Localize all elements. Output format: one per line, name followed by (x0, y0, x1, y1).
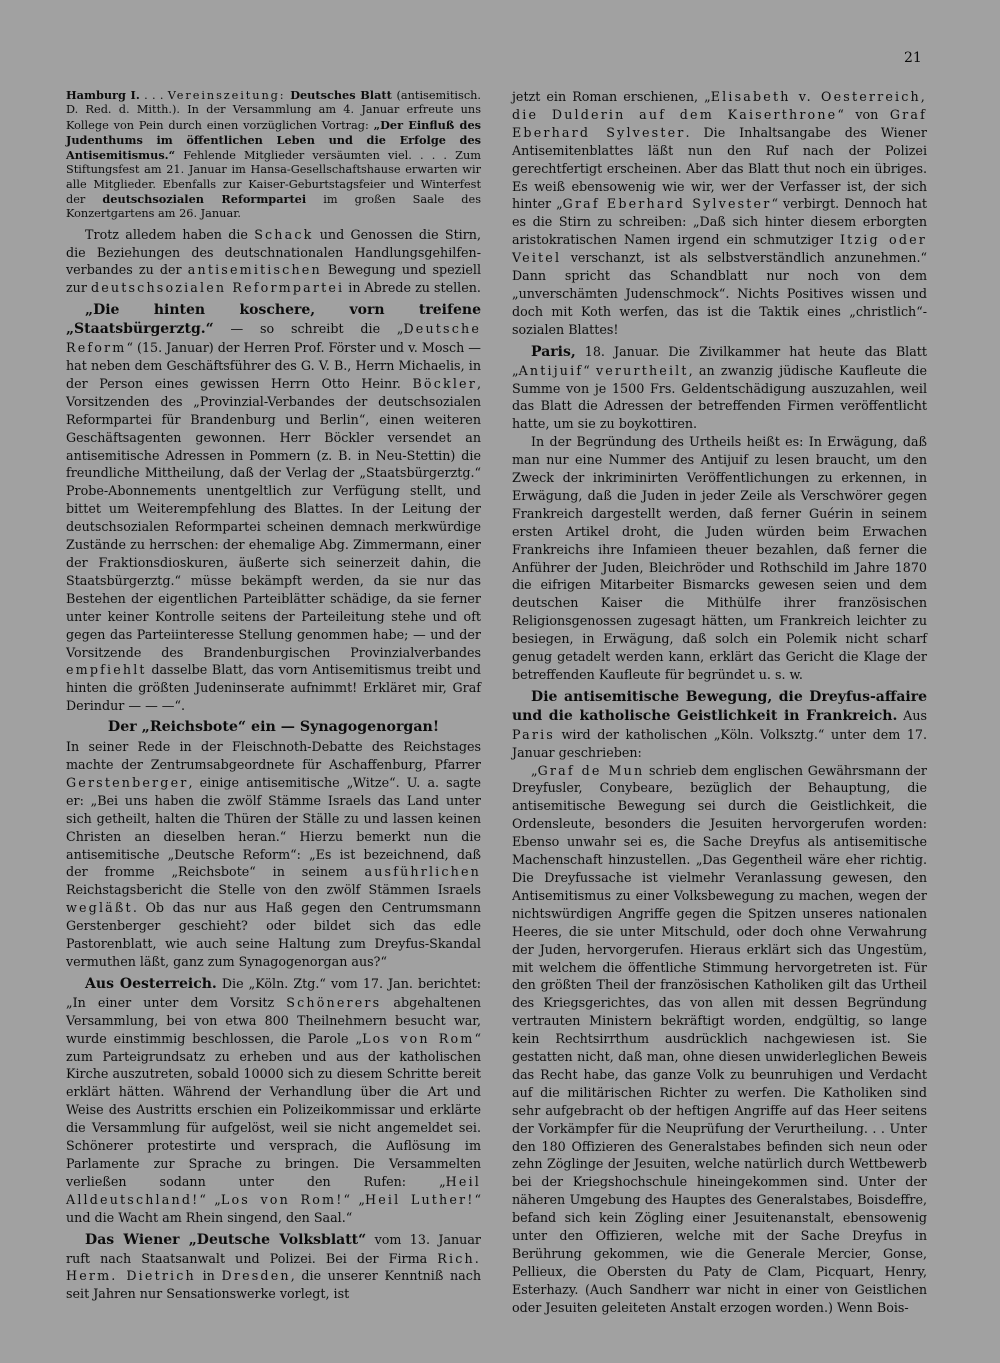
article-oesterreich: Aus Oesterreich. Die „Köln. Ztg.“ vom 17. Jan. berichtet: „In einer unter dem Vorsitz Schönerers abgehaltenen Versammlung, bei von etwa 800 Theilnehmern besucht war, wurde einstimmig beschlossen, die Parole „Los von Rom“ zum Parteigrundsatz zu erheben und aus der katholischen Kirche auszutreten, sobald 10000 sich zu diesem Schritte bereit erklärt hätten. Während der Verhandlung über die Art und Weise des Austritts erschien ein Polizeikommissar und erklärte die Versammlung für aufgelöst, weil sie nicht angemeldet sei. Schönerer protestirte und versprach, die Auflösung im Parlamente zur Sprache zu bringen. Die Versammelten verließen sodann unter den Rufen: „Heil Alldeutschland!“ „Los von Rom!“ „Heil Luther!“ und die Wacht am Rhein singend, den Saal.“ (66, 975, 482, 1225)
article-dreyfus: Die antisemitische Bewegung, die Dreyfus-affaire und die katholische Geistlichkeit in Frankreich. Aus Paris wird der katholischen „Köln. Volksztg.“ unter dem 17. Januar geschrieben: (512, 688, 927, 760)
article-continuation: jetzt ein Roman erschienen, „Elisabeth v. Oesterreich, die Dulderin auf dem Kaiserthrone“ von Graf Eberhard Sylvester. Die Inhaltsangabe des Wiener Antisemitenblattes läßt nun den Ruf nach der Polizei gerechtfertigt erscheinen. Aber das Blatt thut noch ein übriges. Es weiß ebensowenig wie wir, wer der Verfasser ist, der sich hinter „Graf Eberhard Sylvester“ verbirgt. Dennoch hat es die Stirn zu schreiben: „Daß sich hinter diesem erborgten aristokratischen Namen irgend ein schmutziger Itzig oder Veitel verschanzt, ist als selbstverständlich anzunehmen.“ Dann spricht das Schandblatt nur noch von dem „unverschämten Judenschmock“. Nichts Positives wissen und doch mit Koth werfen, das ist die Taktik eines „christlich“-sozialen Blattes! (512, 89, 928, 337)
article-trotz: Trotz alledem haben die Schack und Genossen die Stirn, die Beziehungen des deutschnationalen Handlungsgehilfen-verbandes zu der antisemitischen Bewegung und speziell zur deutschsozialen Reformpartei in Abrede zu stellen. (66, 226, 482, 296)
article-paris: Paris, 18. Januar. Die Zivilkammer hat heute das Blatt „Antijuif“ verurtheilt, an zwanzig jüdische Kaufleute die Summe von je 1500 Frs. Geldentschädigung auszuzahlen, weil das Blatt die Adressen der betreffenden Firmen veröffentlicht hatte, um sie zu boykottiren. (512, 343, 927, 432)
article-koschere: „Die hinten koschere, vorn treifene „Staatsbürgerztg.“ — so schreibt die „Deutsche Reform“ (15. Januar) der Herren Prof. Förster und v. Mosch — hat neben dem Geschäftsführer des G. V. B., Herrn Michaelis, in der Person eines gewissen Herrn Otto Heinr. Böckler, Vorsitzenden des „Provinzial-Verbandes der deutschsozialen Reformpartei für Brandenburg und Berlin“, einen weiteren Geschäftsagenten gewonnen. Herr Böckler versendet an antisemitische Adressen in Pommern (z. B. in Neu-Stettin) die freundliche Mittheilung, daß der Verlag der „Staatsbürgerztg.“ Probe-Abonnements unentgeltlich zur Verfügung stellt, und bittet um Weiterempfehlung des Blattes. In der Leitung der deutschsozialen Reformpartei scheinen demnach merkwürdige Zustände zu herrschen: der ehemalige Abg. Zimmermann, einer der Fraktionsdioskuren, äußerte sich seinerzeit dahin, die Staatsbürgerztg.“ müsse bekämpft werden, da sie nur das Bestehen der eigentlichen Parteiblätter schädige, da sie ferner unter keiner Kontrolle seitens der Parteileitung stehe und oft gegen das Parteiinteresse Stellung genommen habe; — und der Vorsitzende des Brandenburgischen Provinzialverbandes empfiehlt dasselbe Blatt, das vorn Antisemitismus treibt und hinten die größten Judeninserate aufnimmt! Erkläret mir, Graf Derindur — — —“. (66, 302, 481, 714)
article-begruendung: In der Begründung des Urtheils heißt es: In Erwägung, daß man nur eine Nummer des Antijuif zu lesen braucht, um den Zweck der inkriminirten Veröffentlichungen zu erkennen, in Erwägung, daß die Juden in jeder Zeile als Verschwörer gegen Frankreich dargestellt werden, daß ferner Guérin in seinem ersten Artikel droht, die Juden würden beim Erwachen Frankreichs ihre Infamieen theuer bezahlen, daß ferner die Anführer der Juden, Bleichröder und Rothschild im Jahre 1870 die eifrigen Mitarbeiter Bismarcks gewesen seien und dem deutschen Kaiser die Mithülfe ihrer französischen Religionsgenossen zugesagt hätten, um Frankreich leichter zu besiegen, in Erwägung, daß solch ein Polemik nicht scharf genug getadelt werden kann, erklärt das Gericht die Klage der betreffenden Kaufleute für begründet u. s. w. (512, 434, 927, 682)
article-heading: Die antisemitische Bewegung, die Dreyfus-affaire und die katholische Geistlichkeit in Frankreich. (512, 688, 927, 724)
article-hamburg: Hamburg I. . . . Vereinszeitung: Deutsches Blatt (antisemitisch. D. Red. d. Mitth.). In der Versammlung am 4. Januar erfreute uns Kollege von Pein durch einen vorzüglichen Vortrag: „Der Einfluß des Judenthums im öffentlichen Leben und die Erfolge des Antisemitismus.“ Fehlende Mitglieder versäumten viel. . . . Zum Stiftungsfest am 21. Januar im Hansa-Gesellschaftshause erwarten wir alle Mitglieder. Ebenfalls zur Kaiser-Geburtstagsfeier und Winterfest der deutschsozialen Reformpartei im großen Saale des Konzertgartens am 26. Januar. (66, 88, 482, 221)
article-volksblatt: Das Wiener „Deutsche Volksblatt“ vom 13. Januar ruft nach Staatsanwalt und Polizei. Bei der Firma Rich. Herm. Dietrich in Dresden, die unserer Kenntniß nach seit Jahren nur Sensationswerke vorlegt, ist (66, 1231, 482, 1302)
article-lead: Das Wiener „Deutsche Volksblatt“ (85, 1231, 367, 1248)
article-mun: „Graf de Mun schrieb dem englischen Gewährsmann der Dreyfusler, Conybeare, bezüglich der Behauptung, die antisemitische Bewegung sei durch die Geistlichkeit, die Ordensleute, besonders die Jesuiten hervorgerufen worden: Ebenso unwahr sei es, die Sache Dreyfus als antisemitische Machenschaft hinzustellen. „Das Gegentheil wäre eher richtig. Die Dreyfussache ist vielmehr Veranlassung gewesen, den Antisemitismus zu einer Volksbewegung zu machen, wegen der nichtswürdigen Angriffe gegen die Spitzen unseres nationalen Heeres, die sie unter Mitschuld, oder doch ohne Verwahrung der Juden, hervorgerufen. Hieraus erklärt sich das Ungestüm, mit welchem die öffentliche Stimmung hervorgetreten ist. Für den größten Theil der französischen Katholiken gilt das Urtheil des Kriegsgerichtes, das von allen mit dessen Begründung vertrauten Ministern bekräftigt worden, endgültig, so lange kein Rechtsirrthum ausdrücklich nachgewiesen ist. Sie gestatten nicht, daß man, ohne diesen unwiderleglichen Beweis das Recht habe, das ganze Volk zu beunruhigen und Verdacht auf die militärischen Richter zu werfen. Die Katholiken sind sehr aufgebracht ob der heftigen Angriffe auf das Heer seitens der Vorkämpfer für die Neuprüfung der Verurtheilung. . . Unter den 180 Offizieren des Generalstabes befinden sich neun oder zehn Zöglinge der Jesuiten, welche natürlich durch Wettbewerb bei der Kriegshochschule hineingekommen sind. Unter der näheren Umgebung des Hauptes des Generalstabes, Boisdeffre, befand sich kein Zögling einer Jesuitenanstalt, ebensowenig unter den Offizieren, welche mit der Sache Dreyfus in Berührung gekommen, wie die Generale Mercier, Gonse, Pellieux, die Obersten du Paty de Clam, Picquart, Henry, Esterhazy. (Auch Sandherr war nicht in einer von Geistlichen oder Jesuiten geleiteten Anstalt erzogen worden.) Wenn Bois- (512, 762, 927, 1315)
left-column (66, 88, 481, 1303)
article-reichsbote: In seiner Rede in der Fleischnoth-Debatte des Reichstages machte der Zentrumsabgeordnete für Aschaffenburg, Pfarrer Gerstenberger, einige antisemitische „Witze“. U. a. sagte er: „Bei uns haben die zwölf Stämme Israels das Land unter sich getheilt, halten die Thüren der Ställe zu und lassen keinen Christen an dieselben heran.“ Hierzu bemerkt nun die antisemitische „Deutsche Reform“: „Es ist bezeichnend, daß der fromme „Reichsbote“ in seinem ausführlichen Reichstagsbericht die Stelle von den zwölf Stämmen Israels wegläßt. Ob das nur aus Haß gegen den Centrumsmann Gerstenberger geschieht? oder bildet sich das edle Pastorenblatt, wie auch seine Haltung zum Dreyfus-Skandal vermuthen läßt, ganz zum Synagogenorgan aus?“ (66, 739, 481, 970)
right-column (512, 88, 927, 1317)
article-heading: „Die hinten koschere, vorn treifene „Staatsbürgerztg.“ (66, 302, 481, 338)
article-lead: Paris, (531, 343, 576, 360)
article-lead: Hamburg I. (66, 88, 140, 102)
reichsbote-heading: Der „Reichsbote“ ein — Synagogenorgan! (107, 719, 440, 736)
article-lead: Aus Oesterreich. (85, 975, 217, 992)
page-number: 21 (904, 50, 922, 66)
